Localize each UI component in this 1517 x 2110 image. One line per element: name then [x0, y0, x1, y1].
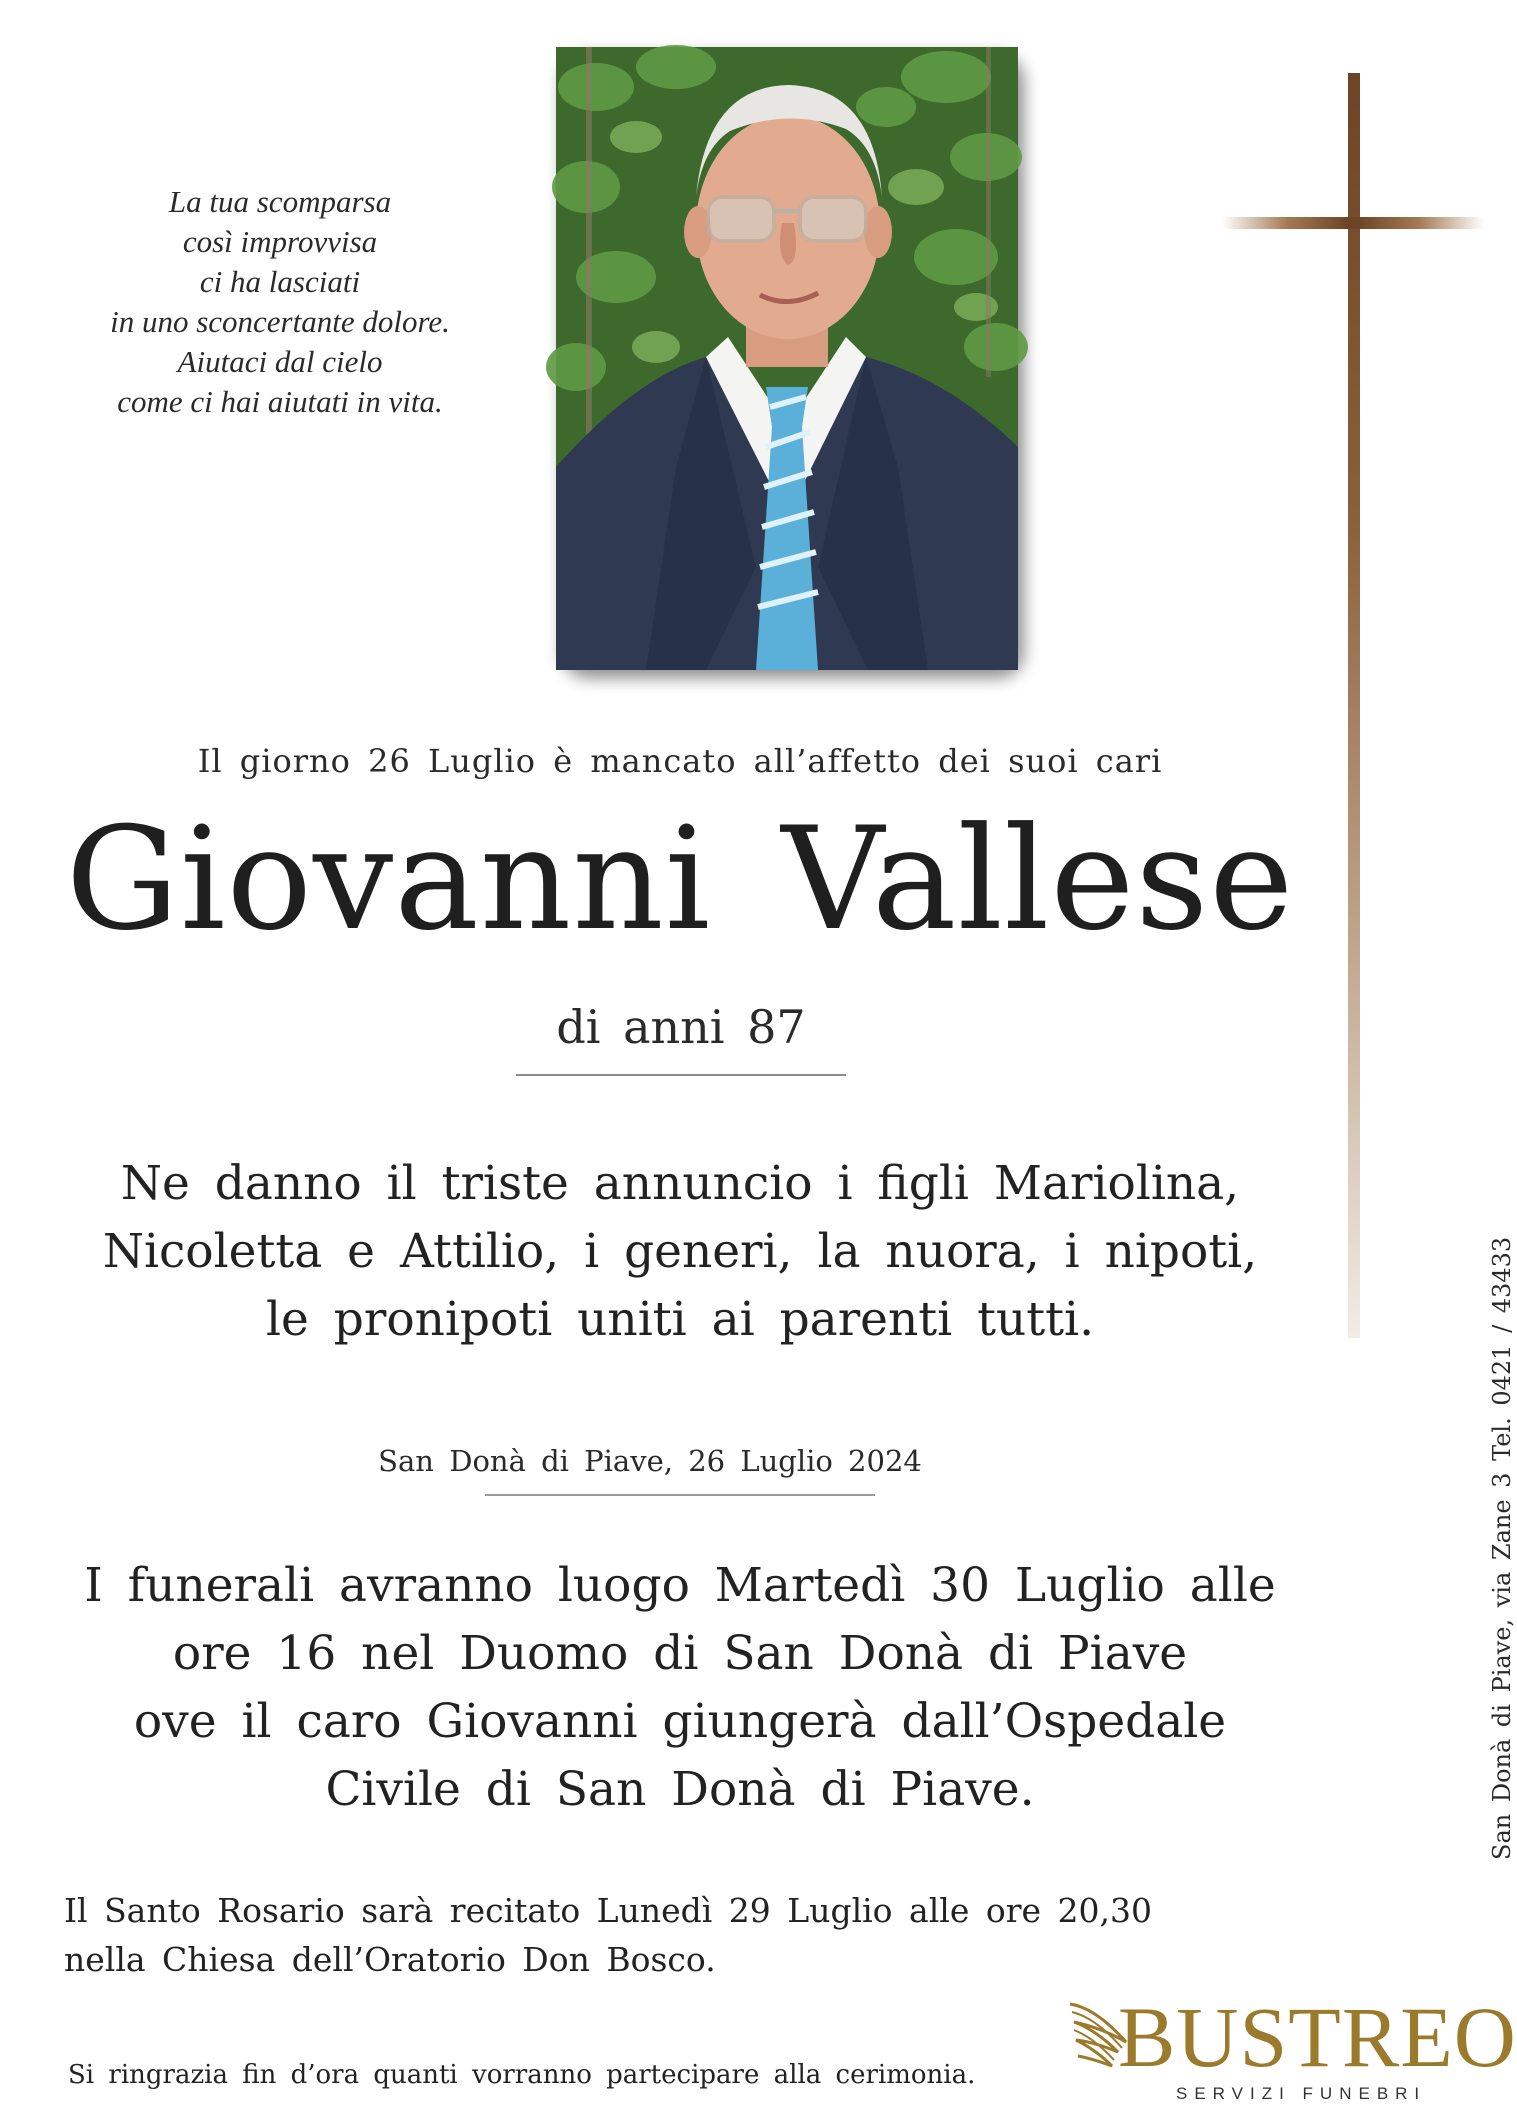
announcement-line: le pronipoti uniti ai parenti tutti. — [265, 1292, 1095, 1347]
cross-vertical-bar — [1348, 73, 1360, 1338]
poem-line: come ci hai aiutati in vita. — [117, 384, 443, 419]
thanks-note: Si ringrazia fin d’ora quanti vorranno partecipare alla cerimonia. — [68, 2060, 976, 2090]
contact-info: San Donà di Piave, via Zane 3 Tel. 0421 / 43433 — [1488, 1236, 1516, 1860]
deceased-name: Giovanni Vallese — [65, 797, 1295, 962]
funeral-details — [40, 1552, 1320, 1824]
death-intro: Il giorno 26 Luglio è mancato all’affetto dei suoi cari — [197, 742, 1163, 780]
divider — [485, 1494, 875, 1496]
funeral-line: ore 16 nel Duomo di San Donà di Piave — [172, 1626, 1188, 1681]
poem-line: in uno sconcertante dolore. — [110, 304, 450, 339]
announcement-line: Nicoletta e Attilio, i generi, la nuora, i nipoti, — [102, 1224, 1258, 1279]
portrait-illustration — [556, 47, 1018, 670]
divider — [516, 1074, 846, 1076]
logo-brand-name: BUSTREO — [1118, 1989, 1517, 2085]
deceased-age: di anni 87 — [556, 1000, 806, 1054]
funeral-line: I funerali avranno luogo Martedì 30 Luglio alle — [84, 1558, 1276, 1613]
funeral-line: ove il caro Giovanni giungerà dall’Ospedale — [133, 1694, 1227, 1749]
rosary-details — [64, 1886, 1164, 1984]
funeral-line: Civile di San Donà di Piave. — [325, 1762, 1035, 1817]
announcement — [60, 1150, 1300, 1354]
rosary-line: Il Santo Rosario sarà recitato Lunedì 29 Luglio alle ore 20,30 — [64, 1891, 1152, 1930]
poem-line: Aiutaci dal cielo — [177, 344, 383, 379]
announcement-line: Ne danno il triste annuncio i figli Mariolina, — [120, 1156, 1240, 1211]
dateline: San Donà di Piave, 26 Luglio 2024 — [378, 1444, 922, 1478]
memorial-poem — [60, 182, 500, 422]
poem-line: così improvvisa — [182, 224, 378, 259]
rosary-line: nella Chiesa dell’Oratorio Don Bosco. — [64, 1940, 716, 1979]
logo-subtitle: SERVIZI FUNEBRI — [1176, 2084, 1427, 2103]
cross-horizontal-bar — [1222, 217, 1484, 229]
portrait-photo — [556, 47, 1018, 670]
poem-line: La tua scomparsa — [168, 184, 392, 219]
poem-line: ci ha lasciati — [199, 264, 361, 299]
